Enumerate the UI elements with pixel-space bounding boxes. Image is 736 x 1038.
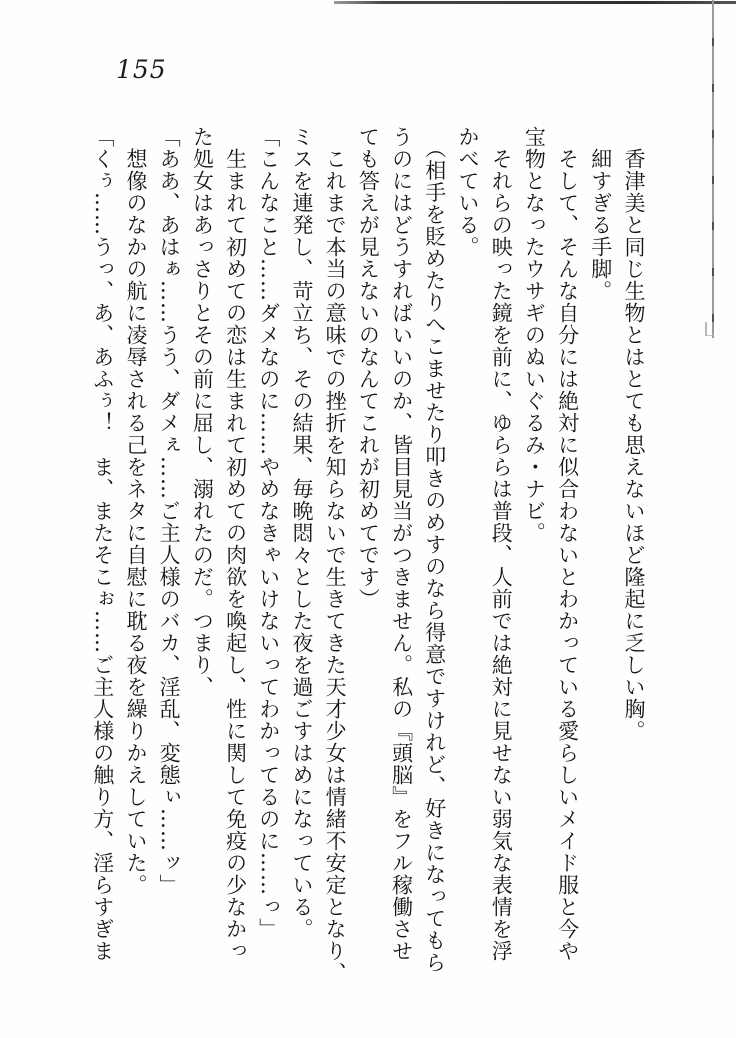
text-column: そして、そんな自分には絶対に似合わないとわかっている愛らしいメイド服と今や bbox=[555, 126, 580, 962]
text-column: 細すぎる手脚。 bbox=[588, 126, 613, 302]
text-column: うのにはどうすればいいのか、皆目見当がつきません。私の『頭脳』をフル稼働させ bbox=[389, 126, 414, 962]
text-column: それらの映った鏡を前に、ゆららは普段、人前では絶対に見せない弱気な表情を浮 bbox=[489, 126, 514, 962]
text-column: 「こんなこと……ダメなのに……やめなきゃいけないってわかってるのに……っ」 bbox=[256, 126, 281, 940]
scan-artifact-tick bbox=[705, 322, 713, 336]
body-text bbox=[86, 126, 650, 984]
text-column: 想像のなかの航に凌辱される己をネタに自慰に耽る夜を繰りかえしていた。 bbox=[123, 126, 148, 896]
text-column: 宝物となったウサギのぬいぐるみ・ナビ。 bbox=[522, 126, 547, 544]
page-number: 155 bbox=[116, 55, 167, 84]
text-column: た処女はあっさりとその前に屈し、溺れたのだ。つまり、 bbox=[190, 126, 215, 698]
text-column: 「ああ、あはぁ……うう、ダメぇ……ご主人様のバカ、淫乱、変態ぃ……ッ」 bbox=[157, 126, 182, 896]
text-column: かべている。 bbox=[455, 126, 480, 258]
text-column: これまで本当の意味での挫折を知らないで生きてきた天才少女は情緒不安定となり、 bbox=[323, 126, 348, 984]
scan-artifact-right-edge bbox=[712, 0, 714, 338]
text-column: 「くぅ……うっ、あ、あふぅ！ ま、またそこぉ……ご主人様の触り方、淫らすぎま bbox=[90, 126, 115, 962]
text-column: ミスを連発し、苛立ち、その結果、毎晩悶々とした夜を過ごすはめになっている。 bbox=[289, 126, 314, 940]
text-column: 香津美と同じ生物とはとても思えないほど隆起に乏しい胸。 bbox=[622, 126, 646, 742]
text-column: 生まれて初めての恋は生まれて初めての肉欲を喚起し、性に関して免疫の少なかっ bbox=[223, 126, 248, 962]
text-column: （相手を貶めたりへこませたり叩きのめすのなら得意ですけれど、好きになってもら bbox=[422, 126, 447, 974]
text-column: ても答えが見えないのなんてこれが初めてです） bbox=[356, 126, 381, 610]
scan-artifact-top-edge bbox=[334, 1, 736, 4]
